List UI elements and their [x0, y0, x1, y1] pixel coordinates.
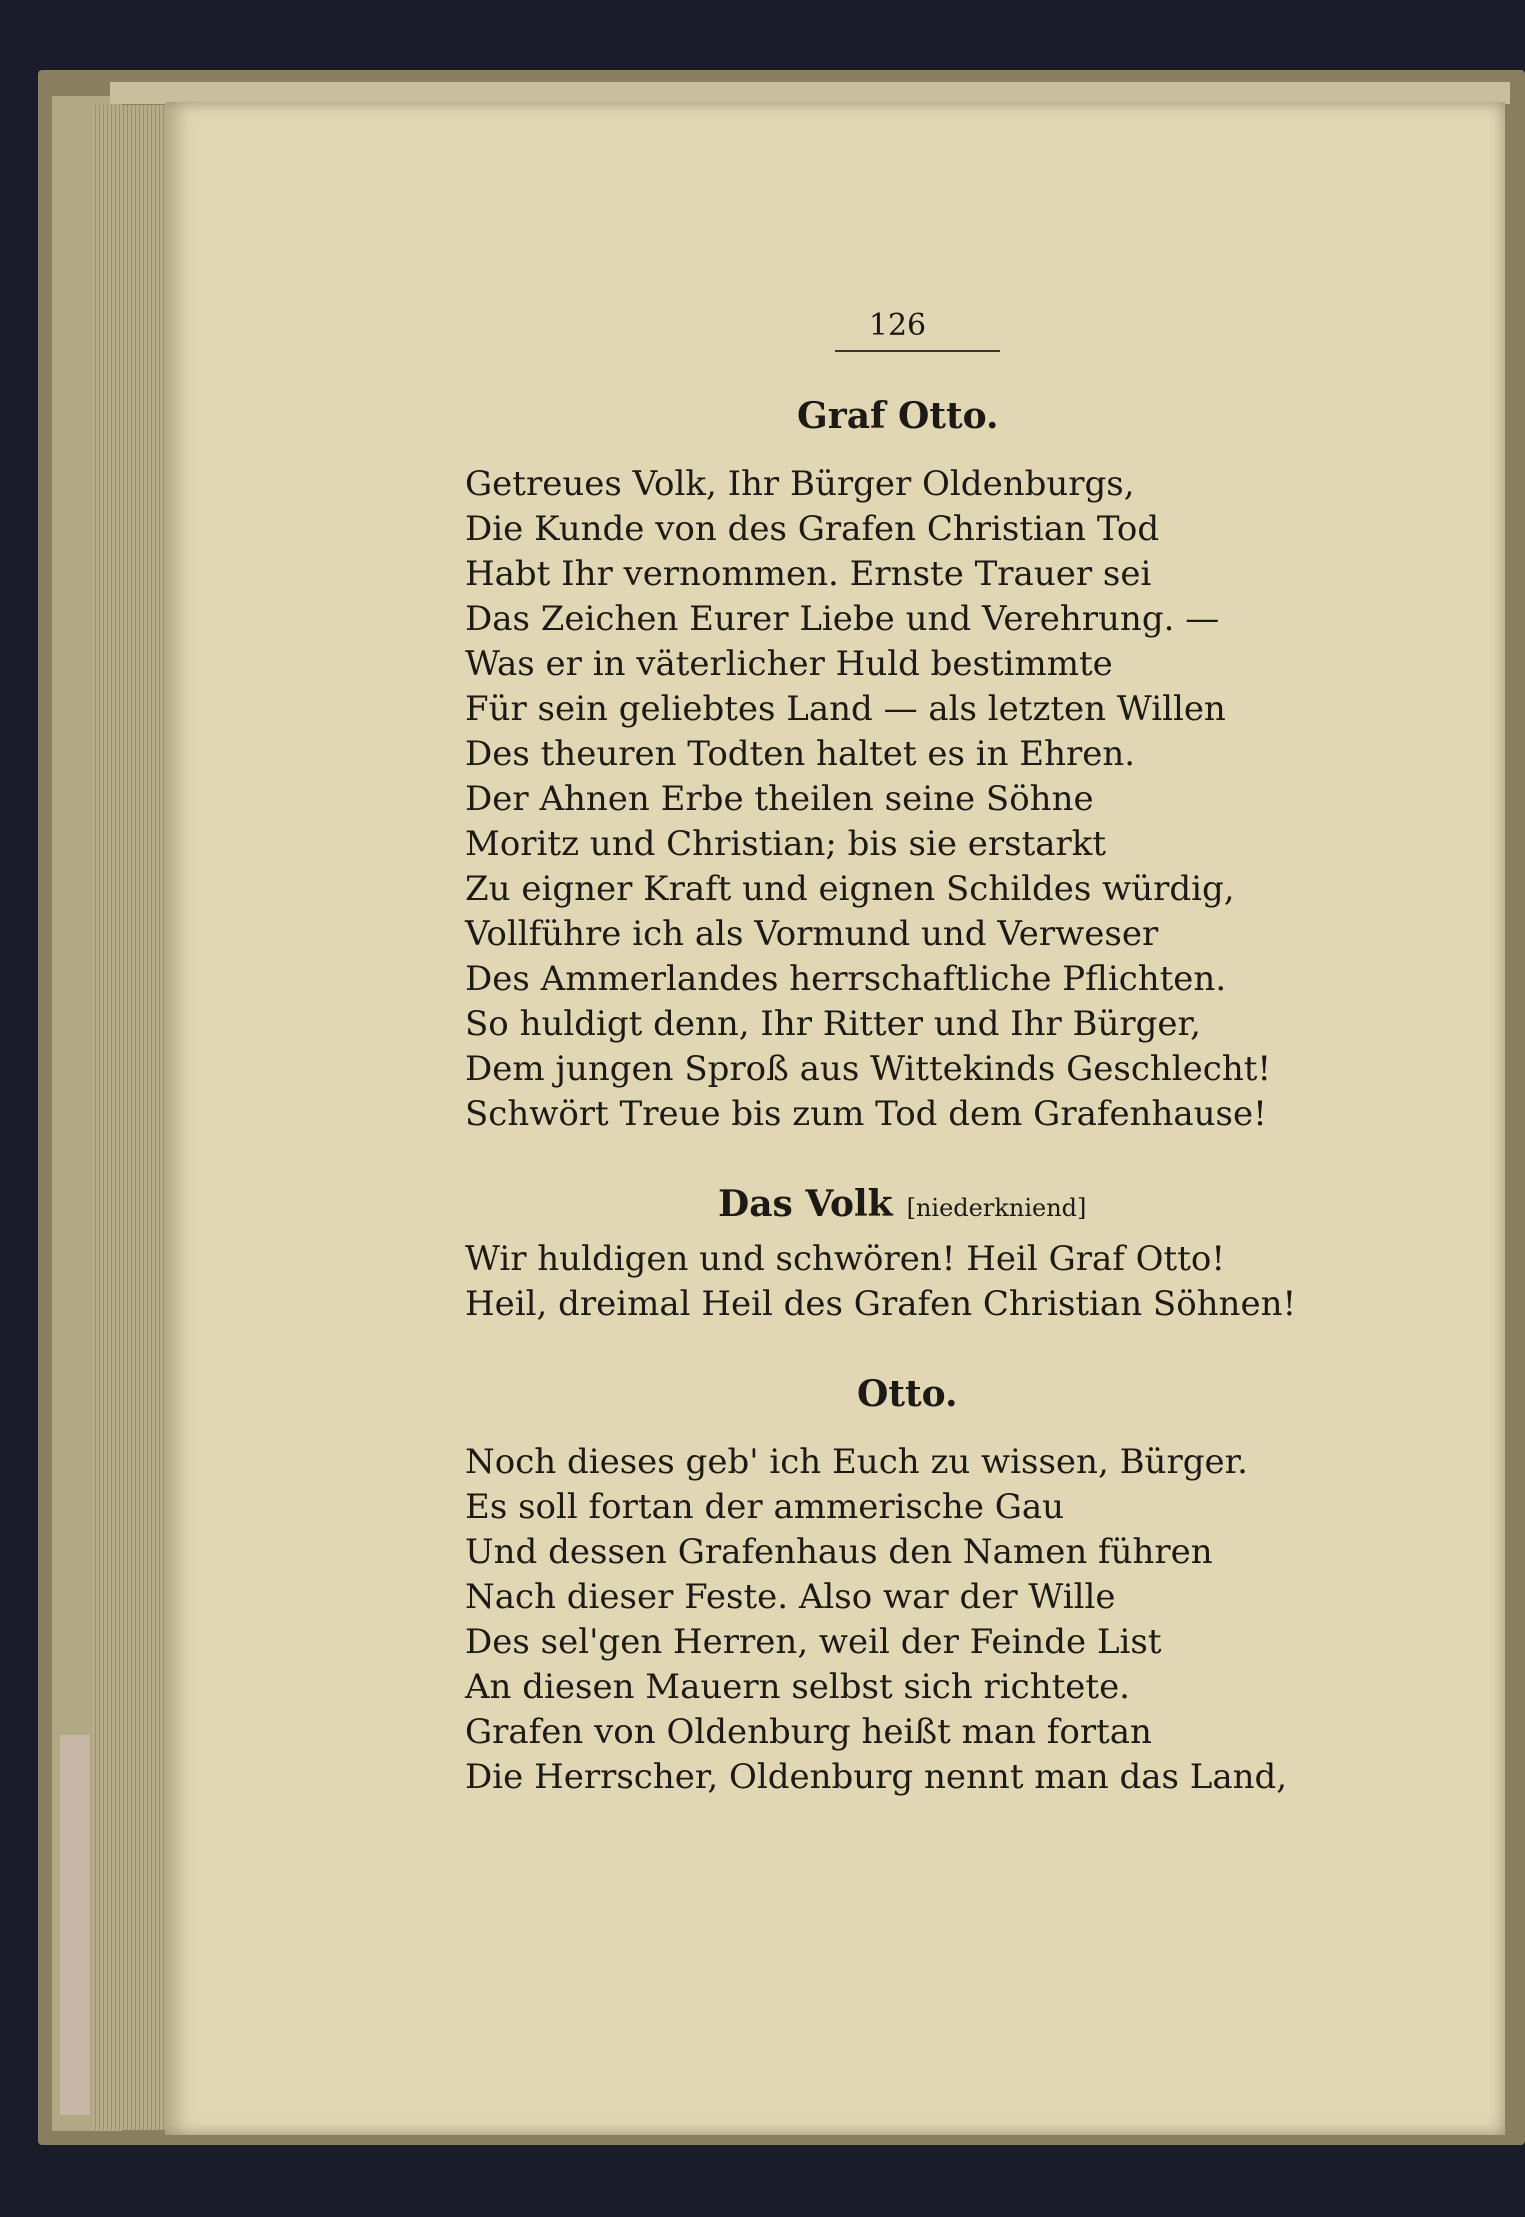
verse-line: Vollführe ich als Vormund und Verweser: [465, 914, 1159, 954]
verse-line: Moritz und Christian; bis sie erstarkt: [465, 824, 1107, 864]
page-number-rule: [835, 350, 1000, 352]
verse-line: Heil, dreimal Heil des Grafen Christian Söhnen!: [465, 1284, 1297, 1324]
verse-block-otto: [465, 1440, 1287, 1800]
verse-line: Was er in väterlicher Huld bestimmte: [465, 644, 1113, 684]
verse-line: Das Zeichen Eurer Liebe und Verehrung. —: [465, 599, 1220, 639]
verse-line: Des sel'gen Herren, weil der Feinde List: [465, 1622, 1162, 1662]
verse-line: Des Ammerlandes herrschaftliche Pflichten.: [465, 959, 1227, 999]
spine-label-strip: [60, 1735, 90, 2115]
speaker-heading-otto: Otto.: [857, 1373, 958, 1415]
verse-line: Die Herrscher, Oldenburg nennt man das Land,: [465, 1757, 1288, 1797]
verse-line: Getreues Volk, Ihr Bürger Oldenburgs,: [465, 464, 1135, 504]
verse-line: Zu eigner Kraft und eignen Schildes würdig,: [465, 869, 1235, 909]
verse-line: Des theuren Todten haltet es in Ehren.: [465, 734, 1136, 774]
page-top-edge: [110, 82, 1510, 104]
verse-block-graf-otto: [465, 462, 1271, 1137]
verse-line: Und dessen Grafenhaus den Namen führen: [465, 1532, 1213, 1572]
verse-line: Noch dieses geb' ich Euch zu wissen, Bürger.: [465, 1442, 1248, 1482]
verse-line: Nach dieser Feste. Also war der Wille: [465, 1577, 1116, 1617]
speaker-heading-graf-otto: Graf Otto.: [797, 395, 999, 437]
verse-line: An diesen Mauern selbst sich richtete.: [465, 1667, 1130, 1707]
speaker-name: Das Volk: [718, 1183, 893, 1225]
page-stack-edge: [92, 105, 170, 2130]
verse-line: Die Kunde von des Grafen Christian Tod: [465, 509, 1160, 549]
page-number: 126: [868, 308, 927, 343]
verse-block-das-volk: [465, 1237, 1296, 1327]
verse-line: Es soll fortan der ammerische Gau: [465, 1487, 1065, 1527]
verse-line: Schwört Treue bis zum Tod dem Grafenhause!: [465, 1094, 1267, 1134]
verse-line: Grafen von Oldenburg heißt man fortan: [465, 1712, 1152, 1752]
verse-line: Für sein geliebtes Land — als letzten Willen: [465, 689, 1226, 729]
speaker-heading-das-volk: [718, 1183, 1086, 1225]
verse-line: So huldigt denn, Ihr Ritter und Ihr Bürger,: [465, 1004, 1201, 1044]
verse-line: Wir huldigen und schwören! Heil Graf Otto!: [465, 1239, 1225, 1279]
stage-direction: [niederkniend]: [906, 1194, 1087, 1222]
verse-line: Dem jungen Sproß aus Wittekinds Geschlecht!: [465, 1049, 1272, 1089]
verse-line: Der Ahnen Erbe theilen seine Söhne: [465, 779, 1094, 819]
verse-line: Habt Ihr vernommen. Ernste Trauer sei: [465, 554, 1152, 594]
